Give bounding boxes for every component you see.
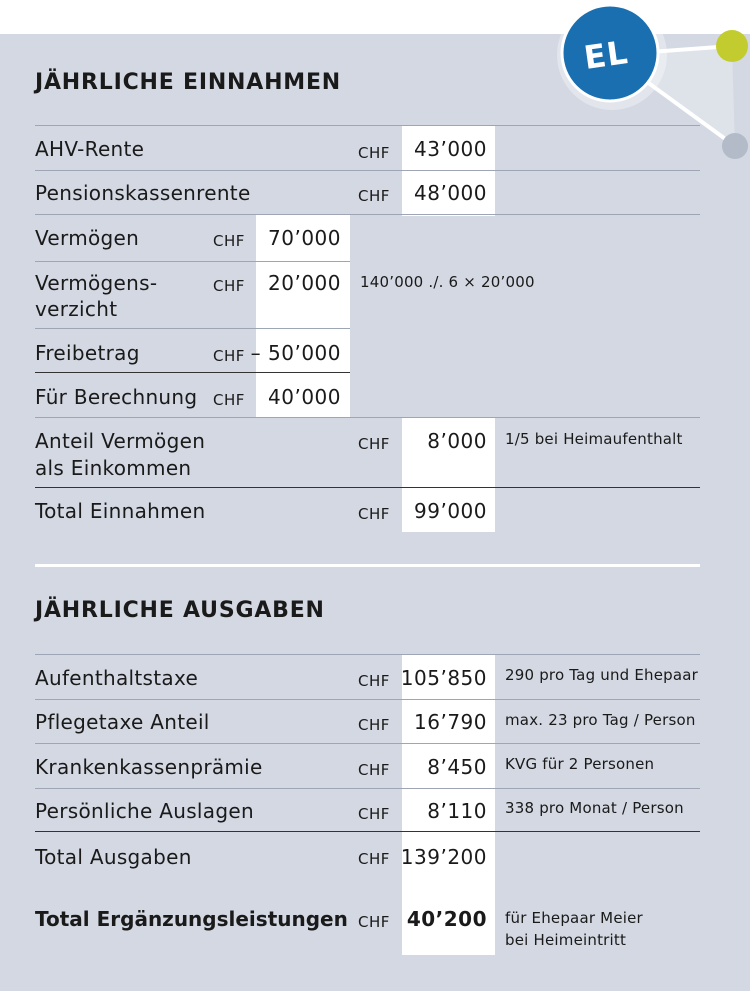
vermoegen-value: 70’000 — [268, 226, 341, 250]
total-einnahmen-value: 99’000 — [414, 499, 487, 523]
anteil-currency: CHF — [358, 435, 390, 453]
verzicht-value: 20’000 — [268, 271, 341, 295]
krankenkasse-value: 8’450 — [427, 755, 487, 779]
el-badge-graphic — [540, 0, 750, 170]
anteil-label-2: als Einkommen — [35, 456, 192, 480]
freibetrag-label: Freibetrag — [35, 341, 140, 365]
berechnung-label: Für Berechnung — [35, 385, 198, 409]
pflegetaxe-note: max. 23 pro Tag / Person — [505, 711, 696, 729]
total-el-value: 40’200 — [406, 907, 487, 931]
pflegetaxe-label: Pflegetaxe Anteil — [35, 710, 210, 734]
anteil-note: 1/5 bei Heimaufenthalt — [505, 430, 683, 448]
ahv-label: AHV-Rente — [35, 137, 145, 161]
freibetrag-value: – 50’000 — [250, 341, 341, 365]
total-ausgaben-currency: CHF — [358, 850, 390, 868]
total-el-label: Total Ergänzungsleistungen — [35, 907, 348, 931]
section-divider — [35, 564, 700, 567]
berechnung-value: 40’000 — [268, 385, 341, 409]
verzicht-label-1: Vermögens- — [35, 271, 158, 295]
total-el-note-2: bei Heimeintritt — [505, 931, 627, 949]
ahv-value: 43’000 — [414, 137, 487, 161]
top-node-icon — [716, 30, 748, 62]
pflegetaxe-currency: CHF — [358, 716, 390, 734]
vermoegen-currency: CHF — [213, 232, 245, 250]
pension-value: 48’000 — [414, 181, 487, 205]
auslagen-currency: CHF — [358, 805, 390, 823]
verzicht-currency: CHF — [213, 277, 245, 295]
aufenthaltstaxe-note: 290 pro Tag und Ehepaar — [505, 666, 699, 684]
aufenthaltstaxe-currency: CHF — [358, 672, 390, 690]
vermoegen-label: Vermögen — [35, 226, 140, 250]
bottom-node-icon — [722, 133, 748, 159]
krankenkasse-currency: CHF — [358, 761, 390, 779]
auslagen-note: 338 pro Monat / Person — [505, 799, 684, 817]
total-el-note-1: für Ehepaar Meier — [505, 909, 643, 927]
ausgaben-title: JÄHRLICHE AUSGABEN — [35, 598, 325, 623]
total-einnahmen-currency: CHF — [358, 505, 390, 523]
verzicht-label-2: verzicht — [35, 297, 118, 321]
total-ausgaben-label: Total Ausgaben — [35, 845, 192, 869]
aufenthaltstaxe-value: 105’850 — [400, 666, 487, 690]
total-einnahmen-label: Total Einnahmen — [35, 499, 206, 523]
verzicht-note: 140’000 ./. 6 × 20’000 — [360, 273, 535, 291]
auslagen-label: Persönliche Auslagen — [35, 799, 254, 823]
ahv-currency: CHF — [358, 144, 390, 162]
el-badge-label: EL — [581, 33, 631, 77]
krankenkasse-note: KVG für 2 Personen — [505, 755, 655, 773]
pension-currency: CHF — [358, 187, 390, 205]
anteil-label-1: Anteil Vermögen — [35, 429, 206, 453]
total-ausgaben-value: 139’200 — [400, 845, 487, 869]
freibetrag-currency: CHF — [213, 347, 245, 365]
pflegetaxe-value: 16’790 — [414, 710, 487, 734]
auslagen-value: 8’110 — [427, 799, 487, 823]
krankenkasse-label: Krankenkassenprämie — [35, 755, 263, 779]
anteil-value: 8’000 — [427, 429, 487, 453]
aufenthaltstaxe-label: Aufenthaltstaxe — [35, 666, 199, 690]
berechnung-currency: CHF — [213, 391, 245, 409]
einnahmen-title: JÄHRLICHE EINNAHMEN — [35, 70, 342, 95]
total-el-currency: CHF — [358, 913, 390, 931]
pension-label: Pensionskassenrente — [35, 181, 251, 205]
